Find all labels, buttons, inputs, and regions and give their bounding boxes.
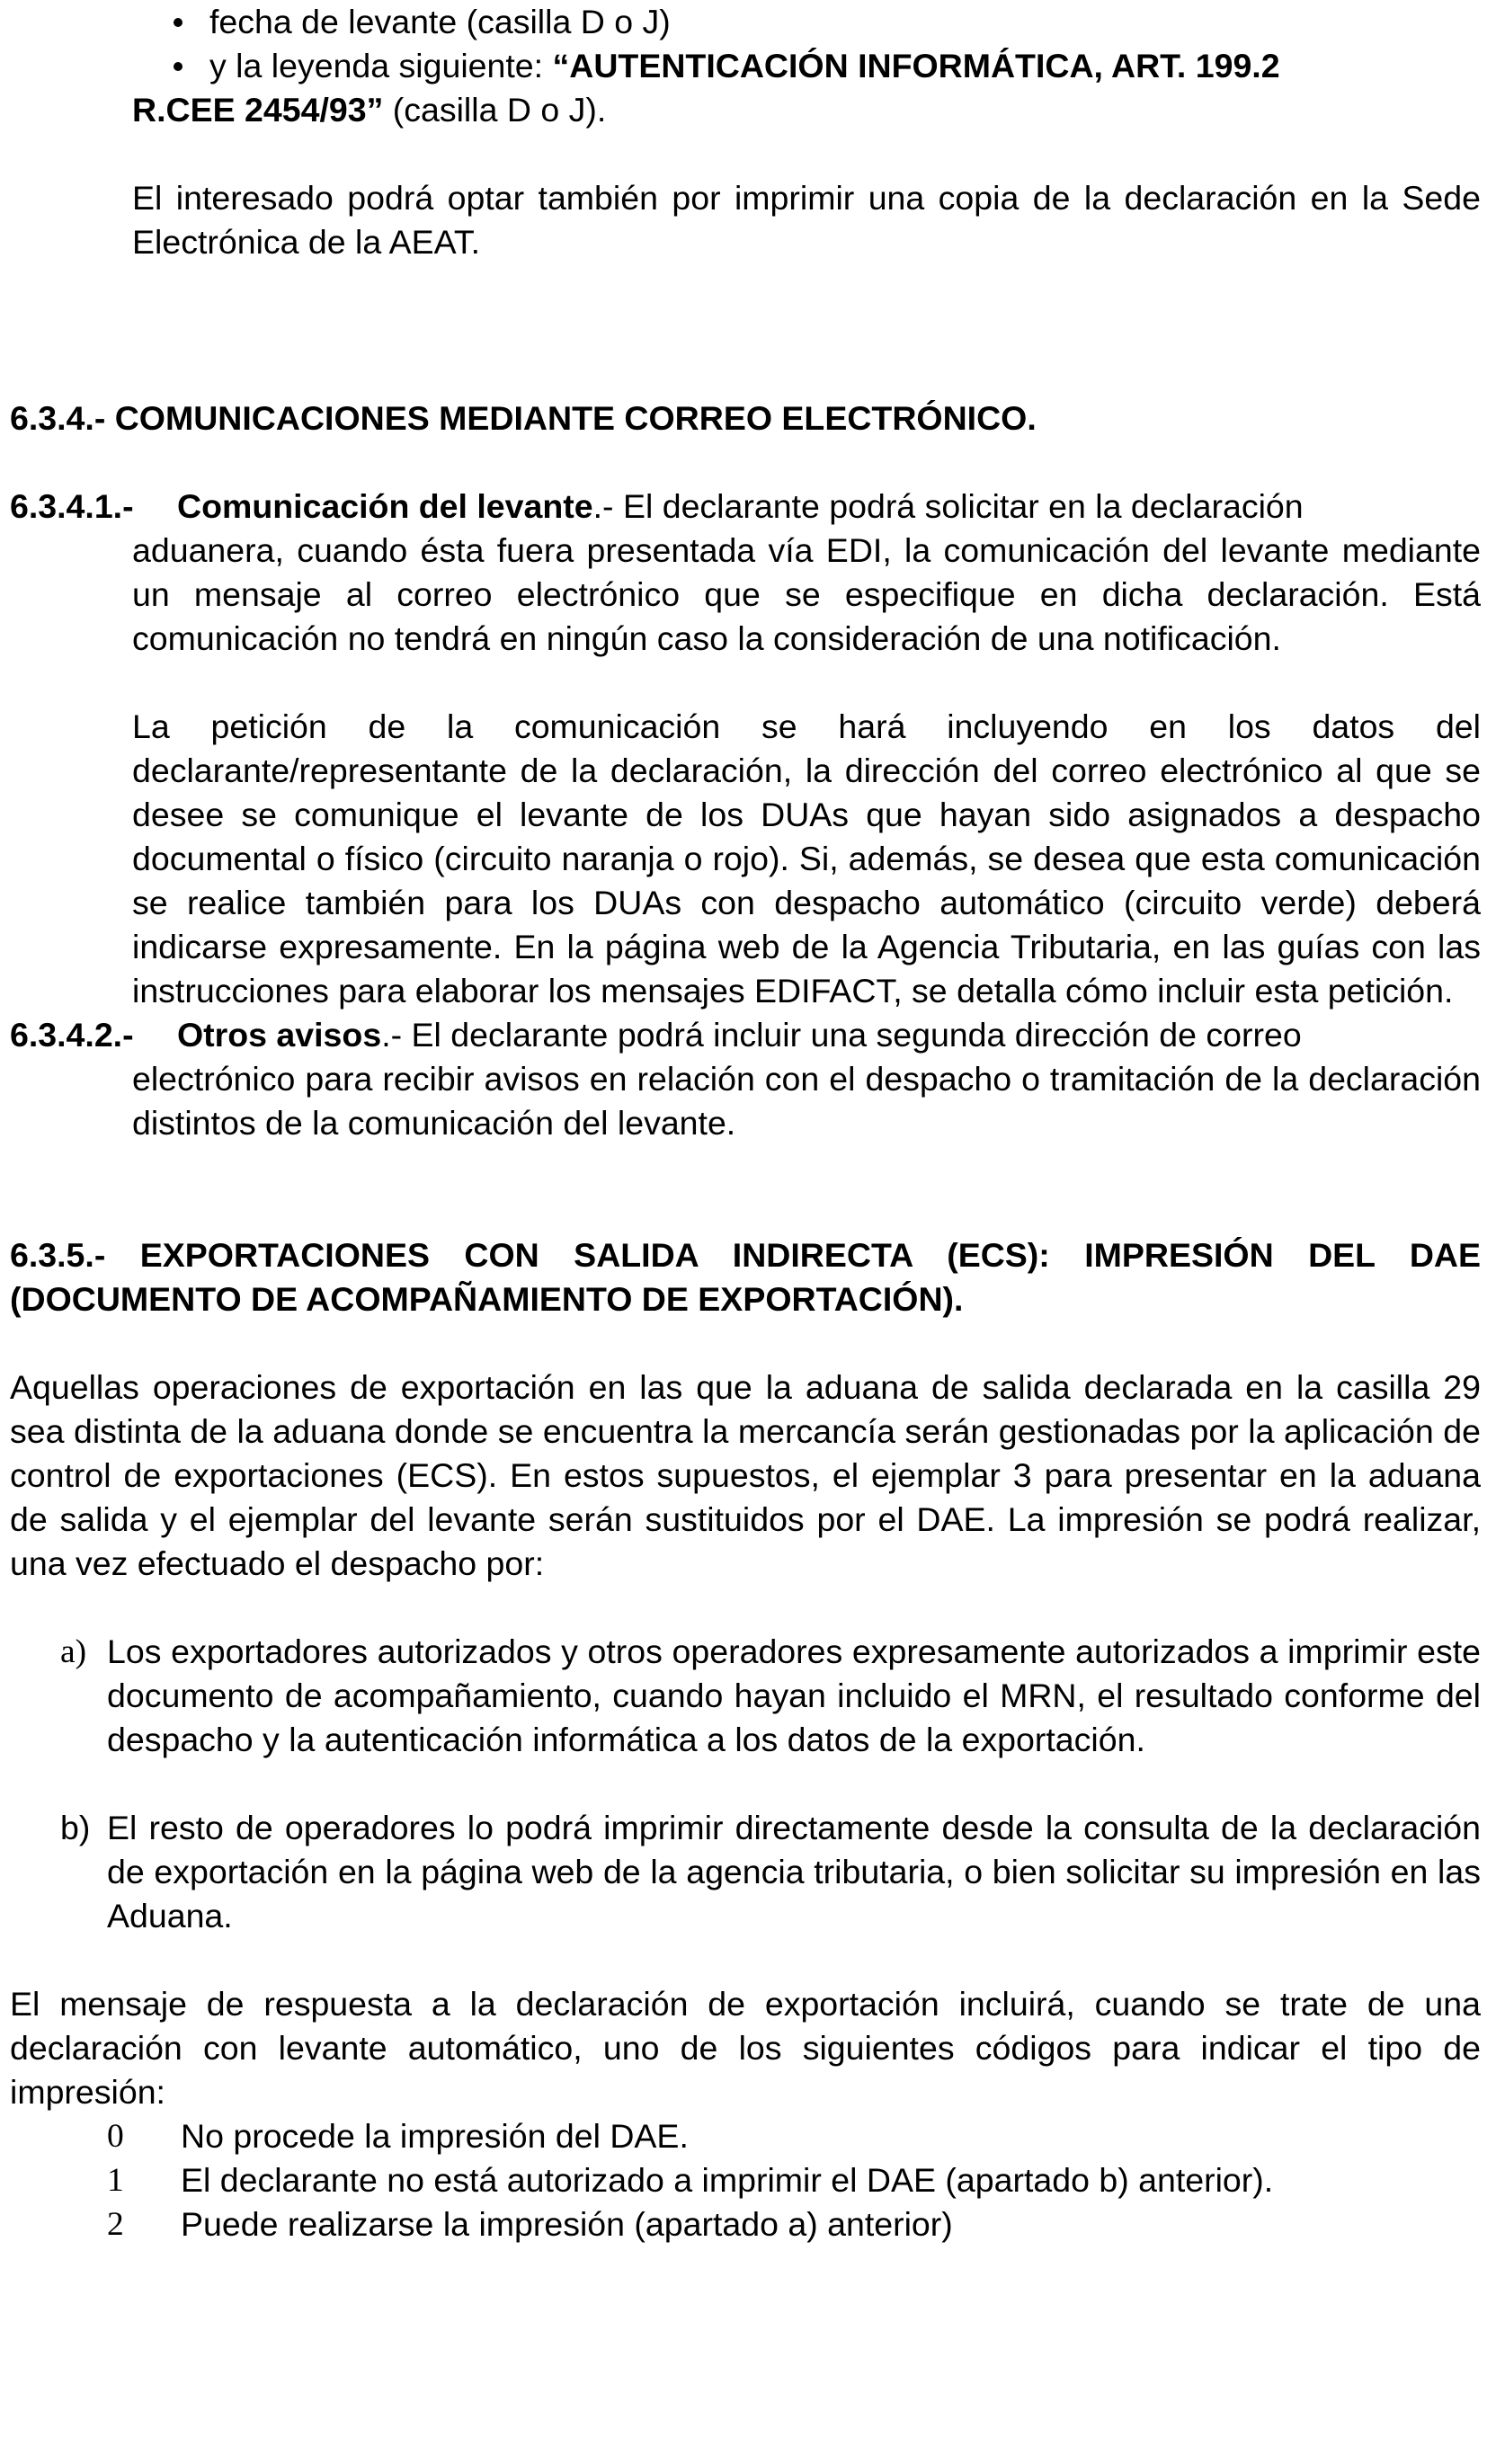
list-label-b: b) <box>60 1809 91 1846</box>
code-text: Puede realizarse la impresión (apartado a) anterior) <box>181 2205 953 2243</box>
bullet-text: fecha de levante (casilla D o J) <box>209 3 671 40</box>
section-6342-body: electrónico para recibir avisos en relación con el despacho o tramitación de la declaración distintos de la comunicación del levante. <box>132 1060 1481 1142</box>
code-list <box>10 2114 1481 2246</box>
code-text: No procede la impresión del DAE. <box>181 2117 689 2155</box>
bullet-prefix: y la leyenda siguiente: <box>209 47 553 85</box>
bullet-suffix: (casilla D o J). <box>383 91 607 129</box>
paragraph-print-copy: El interesado podrá optar también por imprimir una copia de la declaración en la Sede Electrónica de la AEAT. <box>132 179 1481 261</box>
bullet-legend-bold: “AUTENTICACIÓN INFORMÁTICA, ART. 199.2 <box>552 47 1280 85</box>
section-6341-body: aduanera, cuando ésta fuera presentada vía EDI, la comunicación del levante mediante un mensaje al correo electrónico que se especifique en dicha declaración. Está comunicación no tendrá en ningún caso la consideración de una notificación. <box>132 531 1481 657</box>
section-6341-para2: La petición de la comunicación se hará incluyendo en los datos del declarante/representante de la declaración, la dirección del correo electrónico al que se desee se comunique el levante de los DUAs que hayan sido asignados a despacho documental o físico (circuito naranja o rojo). Si, además, se desea que esta comunicación se realice también para los DUAs con despacho automático (circuito verde) deberá indicarse expresamente. En la página web de la Agencia Tributaria, en las guías con las instrucciones para elaborar los mensajes EDIFACT, se detalla cómo incluir esta petición. <box>132 707 1481 1010</box>
bullet-item-legend <box>10 44 1481 88</box>
bullet-icon <box>174 62 183 71</box>
code-item <box>10 2158 1481 2202</box>
section-6342-number: 6.3.4.2.- <box>10 1016 134 1054</box>
code-number: 0 <box>107 2118 124 2155</box>
section-6342 <box>10 1013 1481 1145</box>
code-item <box>10 2202 1481 2246</box>
section-6341 <box>10 485 1481 1013</box>
list-item-a <box>10 1630 1481 1762</box>
code-number: 2 <box>107 2206 124 2243</box>
section-6341-title: Comunicación del levante <box>177 487 593 525</box>
list-text-b: El resto de operadores lo podrá imprimir directamente desde la consulta de la declaración de exportación en la página web de la agencia tributaria, o bien solicitar su impresión en las Aduana. <box>107 1809 1481 1935</box>
section-6342-title: Otros avisos <box>177 1016 382 1054</box>
heading-635: 6.3.5.- EXPORTACIONES CON SALIDA INDIRECTA (ECS): IMPRESIÓN DEL DAE (DOCUMENTO DE ACOMPAÑAMIENTO DE EXPORTACIÓN). <box>10 1236 1481 1318</box>
paragraph-response: El mensaje de respuesta a la declaración de exportación incluirá, cuando se trate de una declaración con levante automático, uno de los siguientes códigos para indicar el tipo de impresión: <box>10 1985 1481 2111</box>
document-page <box>10 0 1481 2246</box>
code-text: El declarante no está autorizado a imprimir el DAE (apartado b) anterior). <box>181 2161 1274 2199</box>
section-6342-lead: .- El declarante podrá incluir una segunda dirección de correo <box>381 1016 1302 1054</box>
code-number: 1 <box>107 2162 124 2199</box>
code-item <box>10 2114 1481 2158</box>
bullet-item-legend-cont <box>10 88 1481 132</box>
bullet-legend-bold-cont: R.CEE 2454/93” <box>132 91 384 129</box>
section-6341-number: 6.3.4.1.- <box>10 487 134 525</box>
list-item-b <box>10 1806 1481 1938</box>
section-6341-first-line <box>10 485 1481 529</box>
bullet-item-levante-date <box>10 0 1481 44</box>
paragraph-ecs: Aquellas operaciones de exportación en las que la aduana de salida declarada en la casilla 29 sea distinta de la aduana donde se encuentra la mercancía serán gestionadas por la aplicación de control de exportaciones (ECS). En estos supuestos, el ejemplar 3 para presentar en la aduana de salida y el ejemplar del levante serán sustituidos por el DAE. La impresión se podrá realizar, una vez efectuado el despacho por: <box>10 1368 1481 1582</box>
bullet-icon <box>174 18 183 27</box>
section-6341-lead: .- El declarante podrá solicitar en la declaración <box>592 487 1304 525</box>
list-ab <box>10 1630 1481 1938</box>
heading-634: 6.3.4.- COMUNICACIONES MEDIANTE CORREO ELECTRÓNICO. <box>10 399 1037 437</box>
section-6342-first-line <box>10 1013 1481 1057</box>
list-label-a: a) <box>60 1633 87 1670</box>
list-text-a: Los exportadores autorizados y otros operadores expresamente autorizados a imprimir este documento de acompañamiento, cuando hayan incluido el MRN, el resultado conforme del despacho y la autenticación informática a los datos de la exportación. <box>107 1632 1481 1758</box>
